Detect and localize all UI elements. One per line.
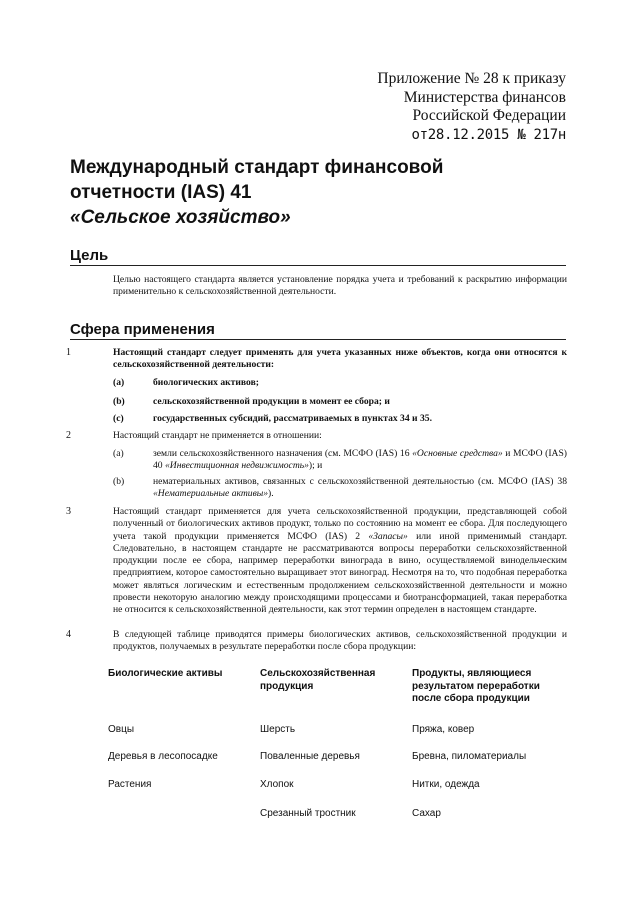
table-cell: Срезанный тростник bbox=[260, 808, 356, 819]
paragraph-3-text: Настоящий стандарт применяется для учета сельскохозяйственной продукции, представляющей собой полученный от биологических активов продукт, только по состоянию на момент ее сбора. Для последующего учета такой продукции применяется МСФО (IAS) 2 «Запасы» или иной применимый стандарт. Следовательно, в настоящем стандарте не рассматриваются вопросы переработки сельскохозяйственной продукции после ее сбора, например переработки винограда в вино, осуществляемой винодельческим предприятием, которое самостоятельно выращивает этот виноград. Несмотря на то, что подобная переработка может являться логическим и естественным продолжением сельскохозяйственной деятельности и можно провести некоторую аналогию между происходящими процессами и биотрансформацией, такая переработка не относится к сельскохозяйственной деятельности, как этот термин определен в настоящем стандарте. bbox=[113, 506, 567, 616]
appendix-header bbox=[360, 70, 566, 144]
item-text: биологических активов; bbox=[153, 377, 259, 388]
item-marker: (a) bbox=[113, 377, 125, 388]
item-marker: (a) bbox=[113, 448, 124, 459]
table-header-agricultural-produce: Сельскохозяйственная продукция bbox=[260, 668, 376, 692]
appendix-line-1: Приложение № 28 к приказу bbox=[377, 70, 566, 87]
table-cell: Шерсть bbox=[260, 724, 296, 735]
appendix-line-2: Министерства финансов bbox=[403, 88, 566, 106]
table-header-processed-products: Продукты, являющиеся результатом переработки после сбора продукции bbox=[412, 668, 540, 704]
item-marker: (c) bbox=[113, 413, 124, 424]
title-line-1: Международный стандарт финансовой bbox=[70, 157, 444, 178]
paragraph-1-number: 1 bbox=[66, 347, 71, 358]
table-cell: Бревна, пиломатериалы bbox=[412, 751, 527, 762]
paragraph-2-text: Настоящий стандарт не применяется в отношении: bbox=[113, 430, 322, 441]
scope-heading: Сфера применения bbox=[70, 321, 566, 340]
table-cell: Деревья в лесопосадке bbox=[108, 751, 218, 762]
title-line-3: «Сельское хозяйство» bbox=[70, 207, 291, 228]
appendix-date-line: от28.12.2015 № 217н bbox=[411, 126, 566, 143]
table-cell: Овцы bbox=[108, 724, 135, 735]
item-text: нематериальных активов, связанных с сельскохозяйственной деятельностью (см. МСФО (IAS) 38 «Нематериальные активы»). bbox=[153, 476, 567, 500]
appendix-line-3: Российской Федерации bbox=[412, 107, 566, 124]
paragraph-2-number: 2 bbox=[66, 430, 71, 441]
document-title bbox=[70, 155, 570, 230]
item-text: земли сельскохозяйственного назначения (см. МСФО (IAS) 16 «Основные средства» и МСФО (IAS) 40 «Инвестиционная недвижимость»); и bbox=[153, 448, 567, 472]
paragraph-4-text: В следующей таблице приводятся примеры биологических активов, сельскохозяйственной продукции и продуктов, получаемых в результате переработки после сбора продукции: bbox=[113, 629, 567, 653]
table-cell: Хлопок bbox=[260, 779, 294, 790]
item-text: государственных субсидий, рассматриваемых в пунктах 34 и 35. bbox=[153, 413, 432, 424]
paragraph-4-number: 4 bbox=[66, 629, 71, 640]
table-cell: Поваленные деревья bbox=[260, 751, 360, 762]
table-cell: Сахар bbox=[412, 808, 441, 819]
goal-text: Целью настоящего стандарта является установление порядка учета и требований к раскрытию информации применительно к сельскохозяйственной деятельности. bbox=[113, 274, 567, 298]
paragraph-1-text: Настоящий стандарт следует применять для учета указанных ниже объектов, когда они относятся к сельскохозяйственной деятельности: bbox=[113, 347, 567, 371]
item-text: сельскохозяйственной продукции в момент ее сбора; и bbox=[153, 396, 390, 407]
title-line-2: отчетности (IAS) 41 bbox=[70, 182, 252, 203]
table-header-biological-assets: Биологические активы bbox=[108, 668, 223, 679]
table-cell: Пряжа, ковер bbox=[412, 724, 475, 735]
table-cell: Нитки, одежда bbox=[412, 779, 480, 790]
goal-heading: Цель bbox=[70, 247, 566, 266]
item-marker: (b) bbox=[113, 396, 125, 407]
paragraph-3-number: 3 bbox=[66, 506, 71, 517]
table-cell: Растения bbox=[108, 779, 152, 790]
item-marker: (b) bbox=[113, 476, 125, 487]
